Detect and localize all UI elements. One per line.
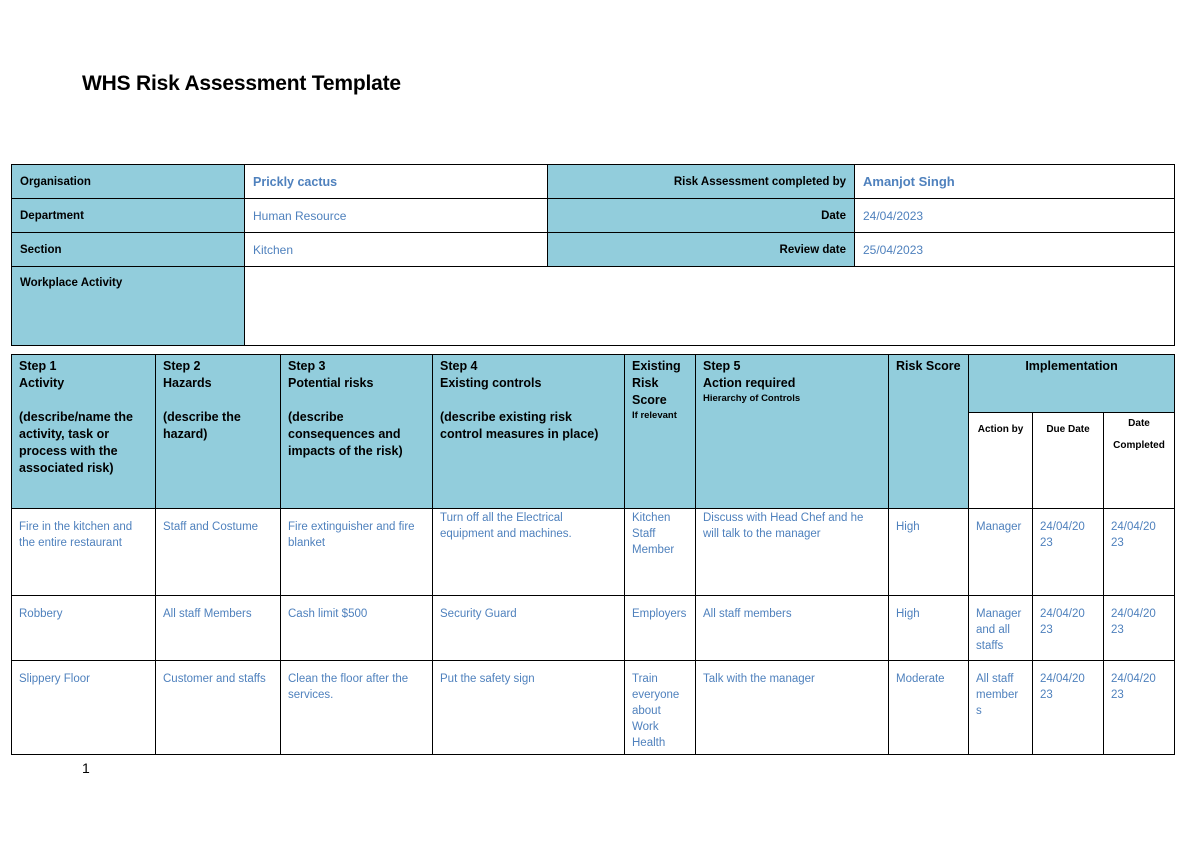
completed-by-value: Amanjot Singh	[855, 165, 1175, 199]
row3-action-by: All staff member s	[969, 661, 1033, 755]
row3-existing: Train everyone about Work Health	[625, 661, 696, 755]
row2-score: High	[889, 596, 969, 661]
header-implementation: Implementation	[969, 355, 1175, 413]
row1-activity: Fire in the kitchen and the entire restaurant	[12, 509, 156, 596]
section-value: Kitchen	[245, 233, 548, 267]
row3-action: Talk with the manager	[696, 661, 889, 755]
header-risk-score: Risk Score	[889, 355, 969, 509]
header-action-by: Action by	[969, 413, 1033, 509]
row3-activity: Slippery Floor	[12, 661, 156, 755]
header-existing-risk-score: Existing Risk Score If relevant	[625, 355, 696, 509]
header-step2: Step 2 Hazards (describe the hazard)	[156, 355, 281, 509]
table-row	[12, 596, 1175, 661]
header-step5: Step 5 Action required Hierarchy of Controls	[696, 355, 889, 509]
row3-risks: Clean the floor after the services.	[281, 661, 433, 755]
workplace-activity-label: Workplace Activity	[12, 267, 245, 346]
table-row	[12, 661, 1175, 755]
row1-controls: Turn off all the Electrical equipment and machines.	[433, 509, 625, 596]
row2-existing: Employers	[625, 596, 696, 661]
review-date-value: 25/04/2023	[855, 233, 1175, 267]
row3-due: 24/04/20 23	[1033, 661, 1104, 755]
row3-controls: Put the safety sign	[433, 661, 625, 755]
row1-due: 24/04/20 23	[1033, 509, 1104, 596]
organisation-value: Prickly cactus	[245, 165, 548, 199]
department-value: Human Resource	[245, 199, 548, 233]
table-row	[12, 509, 1175, 596]
date-label: Date	[548, 199, 855, 233]
row2-hazards: All staff Members	[156, 596, 281, 661]
row2-activity: Robbery	[12, 596, 156, 661]
row2-controls: Security Guard	[433, 596, 625, 661]
header-step3: Step 3 Potential risks (describe consequences and impacts of the risk)	[281, 355, 433, 509]
header-step1: Step 1 Activity (describe/name the activity, task or process with the associated risk)	[12, 355, 156, 509]
risk-table	[11, 354, 1175, 755]
row2-action: All staff members	[696, 596, 889, 661]
workplace-activity-value	[245, 267, 1175, 346]
page-title: WHS Risk Assessment Template	[82, 72, 401, 95]
header-step4: Step 4 Existing controls (describe existing risk control measures in place)	[433, 355, 625, 509]
row2-action-by: Manager and all staffs	[969, 596, 1033, 661]
row3-score: Moderate	[889, 661, 969, 755]
page-number: 1	[82, 760, 90, 776]
row2-risks: Cash limit $500	[281, 596, 433, 661]
row1-action: Discuss with Head Chef and he will talk to the manager	[696, 509, 889, 596]
row1-completed: 24/04/20 23	[1104, 509, 1175, 596]
row2-due: 24/04/20 23	[1033, 596, 1104, 661]
completed-by-label: Risk Assessment completed by	[548, 165, 855, 199]
date-value: 24/04/2023	[855, 199, 1175, 233]
department-label: Department	[12, 199, 245, 233]
row3-completed: 24/04/20 23	[1104, 661, 1175, 755]
header-due-date: Due Date	[1033, 413, 1104, 509]
row2-completed: 24/04/20 23	[1104, 596, 1175, 661]
row1-action-by: Manager	[969, 509, 1033, 596]
row1-hazards: Staff and Costume	[156, 509, 281, 596]
header-date-completed: Date Completed	[1104, 413, 1175, 509]
section-label: Section	[12, 233, 245, 267]
row1-existing: Kitchen Staff Member	[625, 509, 696, 596]
review-date-label: Review date	[548, 233, 855, 267]
info-table	[11, 164, 1175, 346]
row1-score: High	[889, 509, 969, 596]
organisation-label: Organisation	[12, 165, 245, 199]
row1-risks: Fire extinguisher and fire blanket	[281, 509, 433, 596]
row3-hazards: Customer and staffs	[156, 661, 281, 755]
